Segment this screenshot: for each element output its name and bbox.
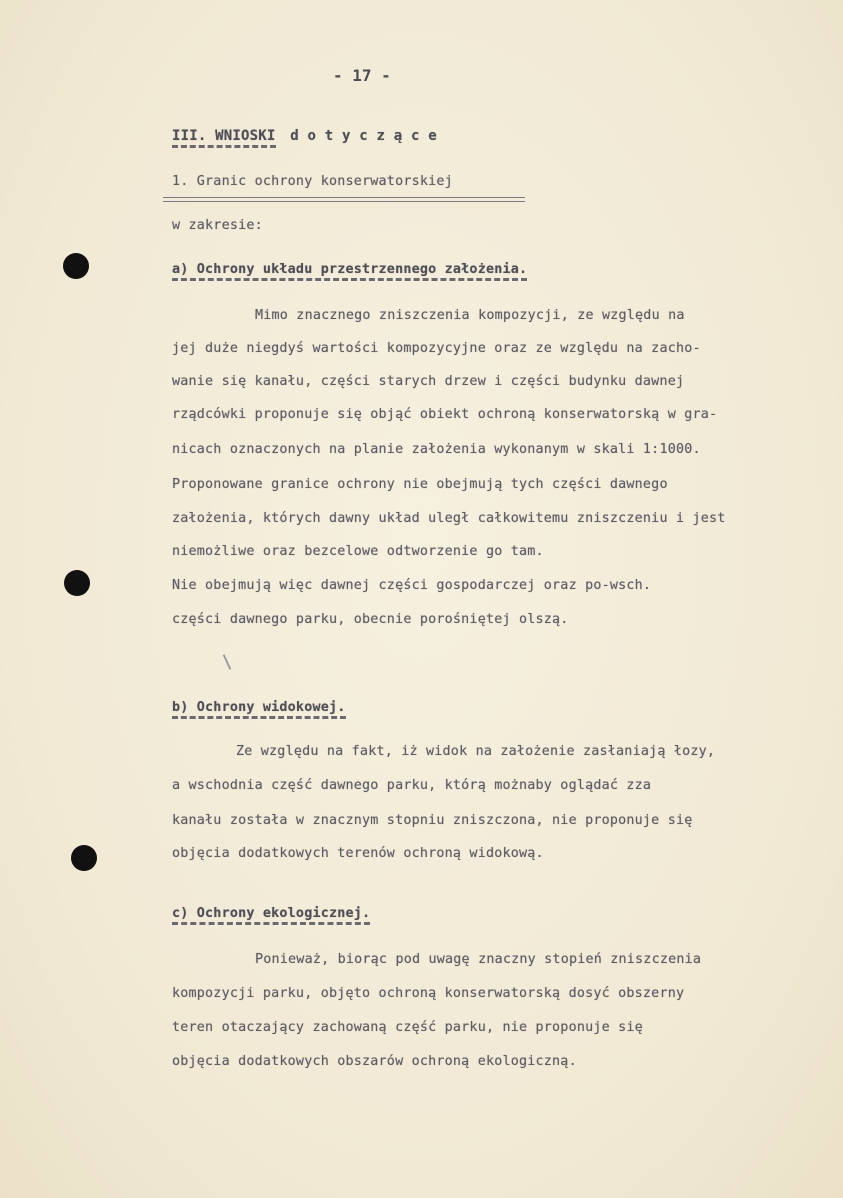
section-a-line-2: jej duże niegdyś wartości kompozycyjne oraz ze względu na zacho- [172,341,701,356]
section-c-title: c) Ochrony ekologicznej. [172,906,370,921]
section-b-title: b) Ochrony widokowej. [172,700,346,715]
section-a-line-1: Mimo znacznego zniszczenia kompozycji, ze względu na [255,308,685,323]
section-a-line-3: wanie się kanału, części starych drzew i części budynku dawnej [172,374,685,389]
section-a-line-8: niemożliwe oraz bezcelowe odtworzenie go tam. [172,544,544,559]
punch-hole-top [63,253,89,279]
section-a-line-9: Nie obejmują więc dawnej części gospodarczej oraz po-wsch. [172,578,652,593]
heading-suffix: d o t y c z ą c e [290,128,437,144]
section-b-line-1: Ze względu na fakt, iż widok na założenie zasłaniają łozy, [236,744,716,759]
section-1-title: 1. Granic ochrony konserwatorskiej [172,174,453,189]
section-c-line-3: teren otaczający zachowaną część parku, nie proponuje się [172,1020,643,1035]
section-a-line-5: nicach oznaczonych na planie założenia wykonanym w skali 1:1000. [172,442,701,457]
heading [172,128,437,144]
section-a-line-4: rządcówki proponuje się objąć obiekt ochroną konserwatorską w gra- [172,407,718,422]
section-a-title: a) Ochrony układu przestrzennego założenia. [172,262,527,277]
section-b-line-3: kanału została w znacznym stopniu zniszczona, nie proponuje się [172,813,693,828]
section-b-line-2: a wschodnia część dawnego parku, którą możnaby oglądać zza [172,778,652,793]
section-a-line-10: części dawnego parku, obecnie porośniętej olszą. [172,612,569,627]
section-1-subtitle: w zakresie: [172,218,263,233]
section-b-line-4: objęcia dodatkowych terenów ochroną widokową. [172,846,544,861]
punch-hole-middle [64,570,90,596]
heading-prefix: III. WNIOSKI [172,128,276,148]
section-a-line-7: założenia, których dawny układ uległ całkowitemu zniszczeniu i jest [172,511,726,526]
section-c-line-1: Ponieważ, biorąc pod uwagę znaczny stopień zniszczenia [255,952,702,967]
section-a-line-6: Proponowane granice ochrony nie obejmują tych części dawnego [172,477,668,492]
pencil-mark [223,654,232,669]
section-c-line-4: objęcia dodatkowych obszarów ochroną ekologiczną. [172,1054,577,1069]
page-number: - 17 - [333,66,391,85]
punch-hole-bottom [71,845,97,871]
section-c-line-2: kompozycji parku, objęto ochroną konserwatorską dosyć obszerny [172,986,685,1001]
section-1-underline [163,197,525,202]
